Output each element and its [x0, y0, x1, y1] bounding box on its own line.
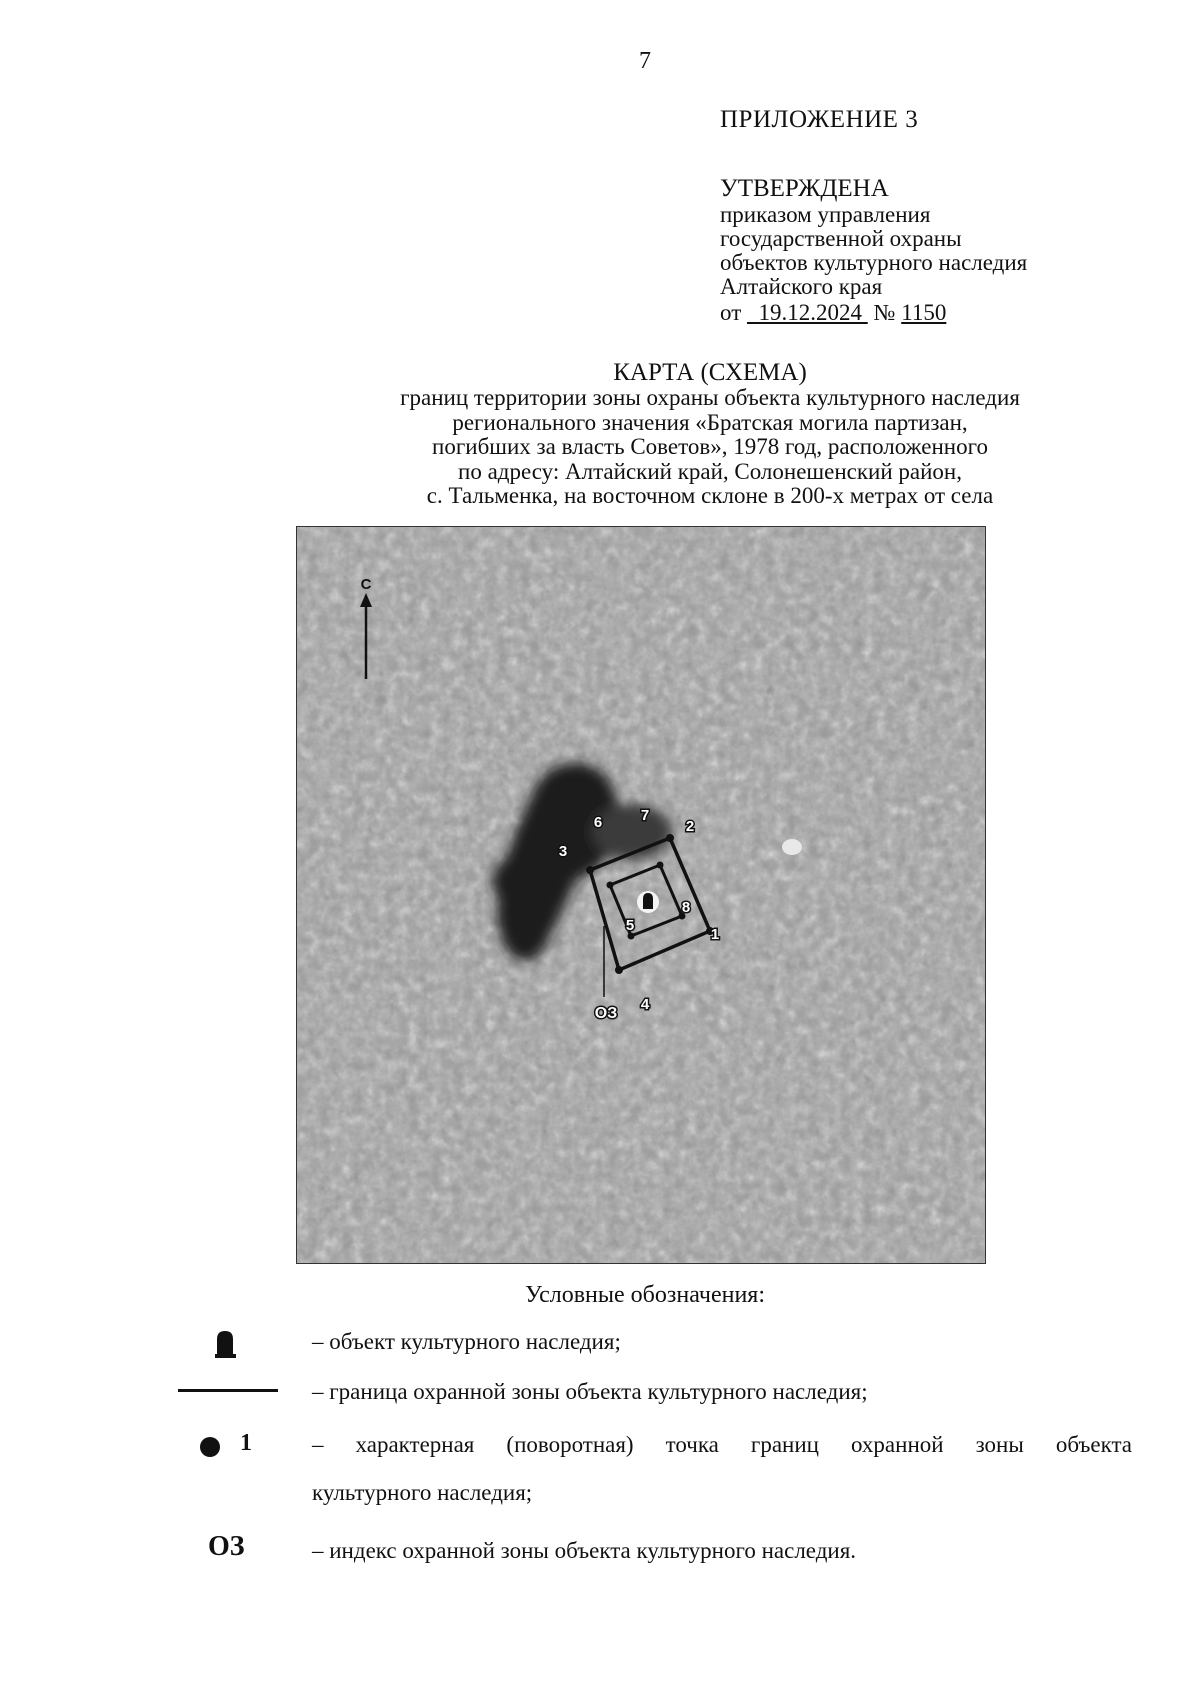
point-label-3: 3	[558, 843, 568, 860]
approval-line: государственной охраны	[720, 226, 962, 251]
approval-line: приказом управления	[720, 202, 931, 227]
boundary-point-4	[615, 966, 623, 974]
legend-point-text: – характерная (поворотная) точка границ охранной зоны объекта	[312, 1432, 1132, 1457]
number-prefix: №	[873, 300, 896, 325]
point-label-7: 7	[640, 807, 650, 824]
appendix-label: ПРИЛОЖЕНИЕ 3	[720, 106, 919, 133]
satellite-map	[296, 526, 986, 1264]
legend-boundary-line	[178, 1389, 278, 1392]
monument-icon	[637, 891, 659, 913]
page-number: 7	[639, 48, 651, 74]
zone-index-label: ОЗ	[594, 1005, 618, 1022]
legend-zone-index-text: – индекс охранной зоны объекта культурного наследия.	[312, 1538, 857, 1563]
map-title-line: по адресу: Алтайский край, Солонешенский район,	[458, 458, 962, 484]
map-title-block	[160, 360, 1200, 509]
point-label-1: 1	[710, 926, 720, 943]
map-title-line: регионального значения «Братская могила партизан,	[452, 409, 968, 435]
boundary-point-3	[586, 866, 594, 874]
legend-heading: Условные обозначения:	[524, 1282, 766, 1308]
north-label: С	[360, 576, 372, 593]
approval-date-row	[720, 300, 946, 326]
map-canvas	[297, 527, 986, 1264]
light-spot	[782, 839, 802, 855]
point-label-2: 2	[685, 818, 695, 835]
point-label-4: 4	[640, 996, 650, 1013]
point-label-6: 6	[593, 814, 603, 831]
map-title-line: с. Тальменка, на восточном склоне в 200-х метрах от села	[426, 483, 994, 508]
legend-point-text-cont: культурного наследия;	[312, 1480, 533, 1505]
legend-monument-icon	[214, 1329, 236, 1359]
approval-date: 19.12.2024	[758, 300, 862, 325]
boundary-point-7	[657, 862, 664, 869]
legend-object-text: – объект культурного наследия;	[312, 1329, 621, 1354]
legend-point-label: 1	[240, 1430, 252, 1456]
approval-number: 1150	[901, 300, 947, 325]
legend-point-icon	[200, 1437, 220, 1457]
point-label-5: 5	[625, 917, 635, 934]
point-label-8: 8	[681, 899, 691, 916]
approval-line: объектов культурного наследия	[720, 250, 1028, 275]
legend-boundary-text: – граница охранной зоны объекта культурного наследия;	[312, 1379, 868, 1404]
approval-line: Алтайского края	[720, 274, 883, 299]
date-prefix: от	[720, 300, 742, 325]
map-title-line: погибших за власть Советов», 1978 год, расположенного	[432, 434, 988, 459]
legend-zone-index-label: ОЗ	[208, 1531, 245, 1562]
boundary-point-6	[607, 882, 614, 889]
map-title: КАРТА (СХЕМА)	[613, 359, 807, 386]
boundary-point-2	[666, 834, 674, 842]
map-title-line: границ территории зоны охраны объекта культурного наследия	[400, 385, 1020, 410]
approval-heading: УТВЕРЖДЕНА	[720, 175, 889, 202]
